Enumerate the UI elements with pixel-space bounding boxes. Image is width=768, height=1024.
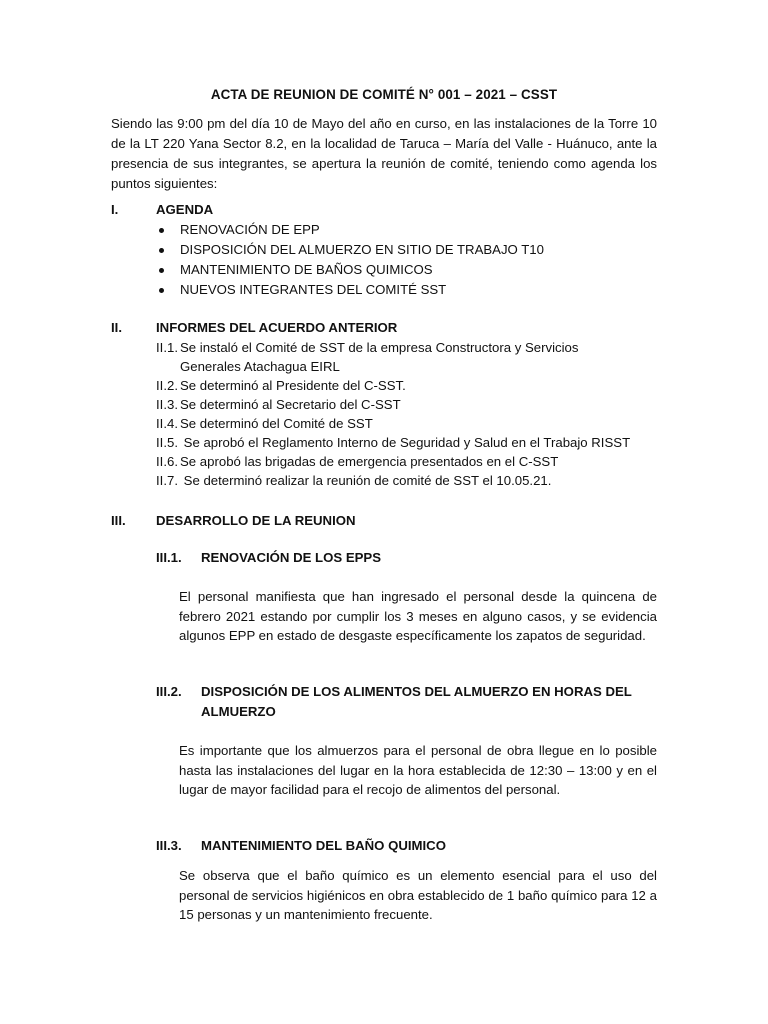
section-number: I. (111, 202, 119, 217)
item-number: II.4. (156, 416, 178, 431)
subsection-heading (156, 838, 446, 853)
list-item: NUEVOS INTEGRANTES DEL COMITÉ SST (180, 282, 447, 297)
subsection-paragraph: El personal manifiesta que han ingresado el personal desde la quincena de febrero 2021 estando por cumplir los 3 meses en alguno casos, y se evidencia algunos EPP en estado de desgaste específicamente los zapatos de seguridad. (179, 589, 657, 643)
subsection-heading (156, 550, 381, 565)
item-number: II.5. (156, 435, 178, 450)
list-item (156, 397, 401, 412)
item-text: Se determinó al Presidente del C-SST. (180, 378, 406, 393)
item-text: Se determinó del Comité de SST (180, 416, 373, 431)
item-text: Se aprobó el Reglamento Interno de Seguridad y Salud en el Trabajo RISST (180, 435, 631, 450)
item-number: II.7. (156, 473, 178, 488)
subsection-title: RENOVACIÓN DE LOS EPPS (201, 550, 382, 565)
subsection-number: III.3. (156, 838, 182, 853)
list-item (156, 435, 630, 450)
section-number: III. (111, 513, 126, 528)
list-item: MANTENIMIENTO DE BAÑOS QUIMICOS (180, 262, 433, 277)
list-item (156, 454, 558, 469)
item-number: II.2. (156, 378, 178, 393)
section-title: DESARROLLO DE LA REUNION (156, 513, 356, 528)
subsection-title: DISPOSICIÓN DE LOS ALIMENTOS DEL ALMUERZO EN HORAS DEL (201, 684, 632, 699)
subsection-paragraph: Se observa que el baño químico es un elemento esencial para el uso del personal de servicios higiénicos en obra establecido de 1 baño químico para 12 a 15 personas y un mantenimiento frecuente. (179, 868, 657, 922)
subsection-heading (156, 684, 632, 699)
subsection-number: III.1. (156, 550, 182, 565)
list-item: RENOVACIÓN DE EPP (180, 222, 320, 237)
subsection-paragraph: Es importante que los almuerzos para el personal de obra llegue en lo posible hasta las instalaciones del lugar en la hora establecida de 12:30 – 13:00 y en el lugar de mayor facilidad para el recojo de alimentos del personal. (179, 743, 657, 797)
item-text: Se determinó realizar la reunión de comité de SST el 10.05.21. (180, 473, 552, 488)
document-title: ACTA DE REUNION DE COMITÉ N° 001 – 2021 – CSST (210, 87, 558, 102)
section-title: INFORMES DEL ACUERDO ANTERIOR (156, 320, 398, 335)
list-item (156, 378, 406, 393)
subsection-title-continuation: ALMUERZO (201, 704, 276, 719)
intro-paragraph: Siendo las 9:00 pm del día 10 de Mayo del año en curso, en las instalaciones de la Torre 10 de la LT 220 Yana Sector 8.2, en la localidad de Taruca – María del Valle - Huánuco, ante la presencia de sus integrantes, se apertura la reunión de comité, teniendo como agenda los puntos siguientes: (111, 116, 657, 191)
item-text-continuation: Generales Atachagua EIRL (180, 359, 340, 374)
item-text: Se instaló el Comité de SST de la empresa Constructora y Servicios (180, 340, 579, 355)
section-title: AGENDA (156, 202, 214, 217)
section-agenda-heading (111, 202, 213, 217)
section-informes-heading (111, 320, 397, 335)
subsection-title: MANTENIMIENTO DEL BAÑO QUIMICO (201, 838, 446, 853)
item-number: II.3. (156, 397, 178, 412)
list-item (156, 416, 373, 431)
section-number: II. (111, 320, 122, 335)
list-item (156, 473, 551, 488)
list-item (156, 340, 579, 355)
section-desarrollo-heading (111, 513, 356, 528)
item-text: Se aprobó las brigadas de emergencia presentados en el C-SST (180, 454, 559, 469)
subsection-number: III.2. (156, 684, 182, 699)
item-number: II.6. (156, 454, 178, 469)
list-item: DISPOSICIÓN DEL ALMUERZO EN SITIO DE TRABAJO T10 (180, 242, 544, 257)
item-number: II.1. (156, 340, 178, 355)
item-text: Se determinó al Secretario del C-SST (180, 397, 401, 412)
